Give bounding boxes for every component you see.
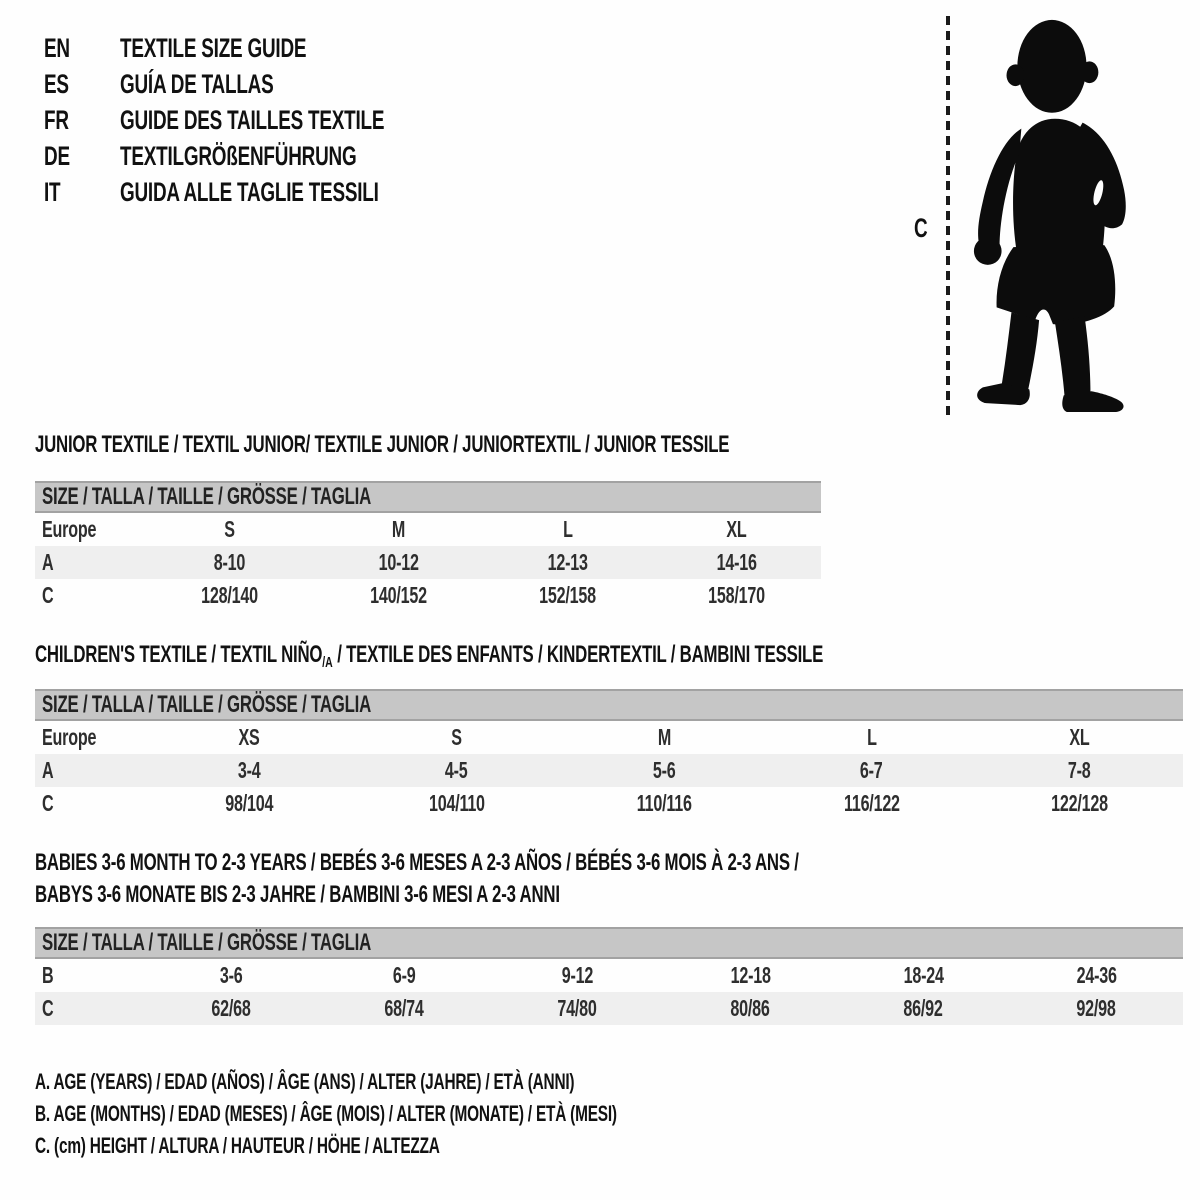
language-row [44,30,498,66]
table-cell-text: 5-6 [652,757,676,783]
children-size-table [35,689,1183,820]
table-cell [353,757,561,784]
babies-size-table [35,927,1183,1025]
table-cell-text: 158/170 [708,582,765,608]
table-cell-text: 128/140 [201,582,258,608]
table-cell-text: 62/68 [211,995,252,1021]
row-label [35,790,145,817]
table-cell [145,549,314,576]
table-cell [664,962,837,989]
table-cell-text: L [562,516,573,542]
table-row [35,754,1183,787]
table-cell [652,516,821,543]
table-cell [837,962,1010,989]
row-label [35,549,145,576]
row-label-text: Europe [42,516,97,542]
table-cell-text: M [657,724,671,750]
table-cell-text: 92/98 [1076,995,1117,1021]
row-label-text: A [42,757,54,783]
table-cell [664,995,837,1022]
table-cell [318,995,491,1022]
row-label-text: C [42,582,54,608]
table-cell [145,995,318,1022]
footnote-height-cm [35,1133,613,1159]
table-cell [145,724,353,751]
table-cell [483,582,652,609]
table-cell-text: L [866,724,877,750]
table-cell-text: 9-12 [561,962,594,988]
language-code: DE [44,140,70,171]
table-cell [837,995,1010,1022]
guide-title: GUÍA DE TALLAS [120,68,274,99]
footnote-age-months [35,1101,866,1127]
row-label-text: C [42,995,54,1021]
table-cell-text: 4-5 [445,757,468,783]
table-cell [1010,995,1183,1022]
size-table-header-label: SIZE / TALLA / TAILLE / GRÖSSE / TAGLIA [42,929,372,956]
children-heading-pre: CHILDREN'S TEXTILE / TEXTIL NIÑO [35,641,323,668]
table-cell-text: S [451,724,462,750]
table-cell-text: 140/152 [370,582,427,608]
table-cell [1010,962,1183,989]
size-table-header-label: SIZE / TALLA / TAILLE / GRÖSSE / TAGLIA [42,691,372,718]
row-label-text: B [42,962,54,988]
footnote-height-cm-text: C. (cm) HEIGHT / ALTURA / HAUTEUR / HÖHE / ALTEZZA [35,1133,440,1158]
table-cell [145,516,314,543]
baby-silhouette-icon [955,14,1140,414]
table-cell [353,790,561,817]
table-cell [145,582,314,609]
language-row [44,102,498,138]
size-table-header-label: SIZE / TALLA / TAILLE / GRÖSSE / TAGLIA [42,483,372,510]
guide-title: GUIDA ALLE TAGLIE TESSILI [120,176,379,207]
table-cell [652,549,821,576]
language-code-column [44,33,120,64]
language-title-list [44,30,498,210]
language-code-column [44,177,120,208]
children-heading-post: / TEXTILE DES ENFANTS / KINDERTEXTIL / BAMBINI TESSILE [332,641,824,668]
babies-heading-line2-text: BABYS 3-6 MONATE BIS 2-3 JAHRE / BAMBINI 3-6 MESI A 2-3 ANNI [35,881,560,908]
table-cell-text: M [391,516,406,542]
row-label [35,995,145,1022]
table-cell [560,757,768,784]
guide-title: GUIDE DES TAILLES TEXTILE [120,104,385,135]
table-row [35,721,1183,754]
table-cell-text: 14-16 [716,549,757,575]
table-cell-text: 104/110 [428,790,485,816]
table-cell-text: 10-12 [378,549,419,575]
table-cell [560,724,768,751]
table-row [35,992,1183,1025]
height-measure-dashed-line [946,16,950,416]
table-cell-text: 6-7 [860,757,883,783]
language-code-column [44,105,120,136]
row-label-text: A [42,549,54,575]
table-cell-text: 3-6 [220,962,243,988]
table-cell-text: 6-9 [393,962,416,988]
junior-heading-text: JUNIOR TEXTILE / TEXTIL JUNIOR/ TEXTILE JUNIOR / JUNIORTEXTIL / JUNIOR TESSILE [35,431,730,458]
table-cell [768,724,976,751]
guide-title: TEXTILE SIZE GUIDE [120,32,307,63]
row-label [35,962,145,989]
language-row [44,174,498,210]
table-cell-text: 74/80 [557,995,598,1021]
babies-section-heading-line2 [35,881,785,909]
children-heading-text [35,641,823,669]
children-heading-subscript: /A [322,654,333,671]
language-code-column [44,141,120,172]
table-cell [353,724,561,751]
babies-heading-line1-text: BABIES 3-6 MONTH TO 2-3 YEARS / BEBÉS 3-6 MESES A 2-3 AÑOS / BÉBÉS 3-6 MOIS À 2-3 ANS / [35,849,799,876]
table-cell-text: 152/158 [539,582,596,608]
table-cell-text: 98/104 [224,790,273,816]
table-cell-text: 12-13 [547,549,588,575]
language-code: IT [44,176,61,207]
table-cell-text: 8-10 [213,549,246,575]
row-label [35,724,145,751]
children-section-heading [35,641,1161,669]
table-cell [318,962,491,989]
table-cell-text: 18-24 [903,962,944,988]
language-code: ES [44,68,69,99]
table-cell-text: 110/116 [636,790,692,816]
table-row [35,513,821,546]
table-cell-text: S [224,516,235,542]
footnote-age-months-text: B. AGE (MONTHS) / EDAD (MESES) / ÂGE (MOIS) / ALTER (MONATE) / ETÀ (MESI) [35,1101,617,1126]
row-label [35,516,145,543]
footnote-age-years [35,1069,806,1095]
row-label [35,757,145,784]
language-code: FR [44,104,69,135]
junior-section-heading [35,431,1027,459]
table-cell [975,757,1183,784]
height-measure-label: C [914,213,928,243]
babies-section-heading-line1 [35,849,1126,877]
table-cell [145,757,353,784]
table-cell-text: 80/86 [730,995,771,1021]
table-cell-text: 86/92 [903,995,944,1021]
table-cell [652,582,821,609]
junior-size-table [35,481,821,612]
table-cell-text: 68/74 [384,995,425,1021]
table-cell-text: 7-8 [1067,757,1091,783]
guide-title: TEXTILGRÖßENFÜHRUNG [120,140,357,171]
footnote-age-years-text: A. AGE (YEARS) / EDAD (AÑOS) / ÂGE (ANS) / ALTER (JAHRE) / ETÀ (ANNI) [35,1069,575,1094]
size-table-header [35,927,1183,959]
table-cell [491,995,664,1022]
language-code-column [44,69,120,100]
table-row [35,579,821,612]
row-label-text: C [42,790,54,816]
table-cell [145,962,318,989]
table-cell-text: 24-36 [1076,962,1117,988]
table-cell [314,516,483,543]
table-cell [768,757,976,784]
table-cell [491,962,664,989]
row-label [35,582,145,609]
size-table-header [35,689,1183,721]
row-label-text: Europe [42,724,97,750]
table-row [35,959,1183,992]
table-cell-text: XL [1069,724,1090,750]
table-cell [975,724,1183,751]
language-row [44,138,498,174]
table-cell [314,549,483,576]
table-cell [314,582,483,609]
table-row [35,546,821,579]
table-cell-text: XS [238,724,260,750]
language-code: EN [44,32,70,63]
table-cell-text: 122/128 [1050,790,1108,816]
table-cell-text: 116/122 [843,790,900,816]
table-cell-text: XL [726,516,747,542]
table-cell [975,790,1183,817]
table-cell-text: 3-4 [237,757,261,783]
table-cell [483,516,652,543]
table-row [35,787,1183,820]
size-table-header [35,481,821,513]
table-cell [768,790,976,817]
language-row [44,66,498,102]
table-cell [483,549,652,576]
table-cell [145,790,353,817]
table-cell-text: 12-18 [730,962,771,988]
table-cell [560,790,768,817]
